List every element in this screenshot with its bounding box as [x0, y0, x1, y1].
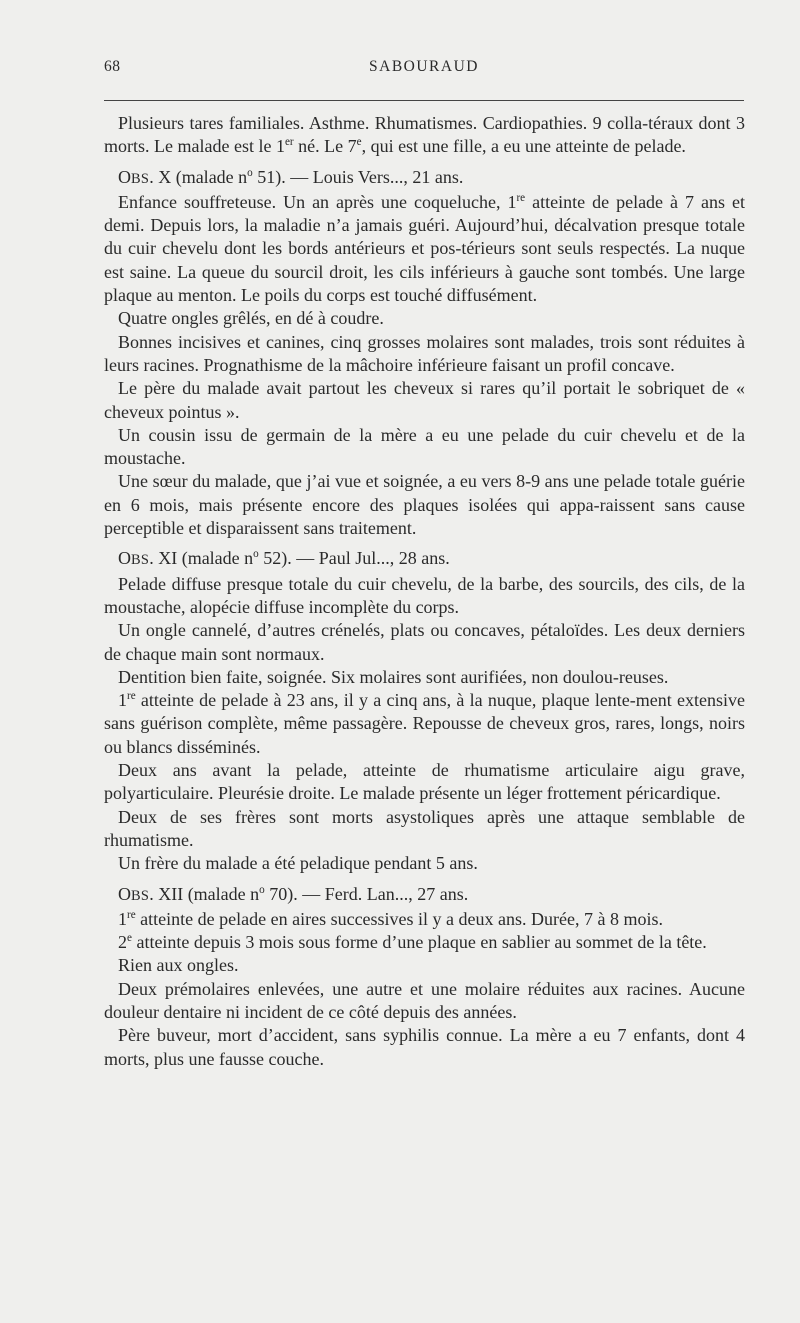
paragraph: Un cousin issu de germain de la mère a eu une pelade du cuir chevelu et de la moustache. [104, 424, 745, 469]
paragraph: Un ongle cannelé, d’autres crénelés, plats ou concaves, pétaloïdes. Les deux derniers de chaque main sont normaux. [104, 620, 745, 664]
paragraph: Le père du malade avait partout les cheveux si rares qu’il portait le sobriquet de « cheveux pointus ». [104, 378, 745, 422]
page-header [104, 58, 744, 84]
paragraph: Deux prémolaires enlevées, une autre et une molaire réduites aux racines. Aucune douleur dentaire ni incident de ce côté depuis des années. [104, 978, 745, 1022]
paragraph: Plusieurs tares familiales. Asthme. Rhumatismes. Cardiopathies. 9 colla-téraux dont 3 morts. Le malade est le 1er né. Le 7e, qui est une fille, a eu une atteinte de pelade. [104, 113, 745, 157]
page-number: 68 [104, 58, 121, 75]
paragraph: 2e atteinte depuis 3 mois sous forme d’une plaque en sablier au sommet de la tête. [118, 932, 707, 953]
body-text [104, 112, 745, 1071]
paragraph: Dentition bien faite, soignée. Six molaires sont aurifiées, non doulou-reuses. [118, 666, 669, 687]
header-rule [104, 100, 744, 101]
paragraph: Une sœur du malade, que j’ai vue et soignée, a eu vers 8-9 ans une pelade totale guérie en 6 mois, mais présente encore des plaques isolées qui appa-raissent sans cause perceptible et disparaissent sans traitement. [104, 471, 745, 539]
paragraph: Quatre ongles grêlés, en dé à coudre. [118, 308, 384, 329]
observation-heading: OBS. XI (malade $n^o$ 52). — Paul Jul..., 28 ans. [118, 548, 450, 569]
paragraph: Bonnes incisives et canines, cinq grosses molaires sont malades, trois sont réduites à leurs racines. Prognathisme de la mâchoire inférieure faisant un profil concave. [104, 331, 745, 375]
running-head: SABOURAUD [369, 58, 479, 75]
paragraph: 1re atteinte de pelade en aires successives il y a deux ans. Durée, 7 à 8 mois. [118, 908, 663, 929]
paragraph: Pelade diffuse presque totale du cuir chevelu, de la barbe, des sourcils, des cils, de la moustache, alopécie diffuse incomplète du corps. [104, 573, 745, 617]
paragraph: Deux de ses frères sont morts asystoliques après une attaque semblable de rhumatisme. [104, 806, 745, 850]
paragraph: Rien aux ongles. [118, 955, 239, 976]
paragraph: Père buveur, mort d’accident, sans syphilis connue. La mère a eu 7 enfants, dont 4 morts, plus une fausse couche. [104, 1025, 745, 1069]
observation-heading: OBS. X (malade $n^o$ 51). — Louis Vers..., 21 ans. [118, 166, 464, 187]
paragraph: 1re atteinte de pelade à 23 ans, il y a cinq ans, à la nuque, plaque lente-ment extensive sans guérison complète, même passagère. Repousse de cheveux gros, rares, longs, noirs ou blancs disséminés. [104, 690, 745, 757]
paragraph: Enfance souffreteuse. Un an après une coqueluche, 1re atteinte de pelade à 7 ans et demi. Depuis lors, la maladie n’a jamais guéri. Aujourd’hui, décalvation presque totale du cuir chevelu dont les bords antérieurs et pos-térieurs sont seuls respectés. La nuque est saine. La queue du sourcil droit, les cils inférieurs à gauche sont tombés. Une large plaque au menton. Le poils du corps est touché diffusément. [104, 191, 745, 306]
observation-heading: OBS. XII (malade $n^o$ 70). — Ferd. Lan..., 27 ans. [118, 883, 469, 904]
paragraph: Un frère du malade a été peladique pendant 5 ans. [118, 853, 478, 874]
paragraph: Deux ans avant la pelade, atteinte de rhumatisme articulaire aigu grave, polyarticulaire. Pleurésie droite. Le malade présente un léger frottement péricardique. [104, 760, 745, 804]
